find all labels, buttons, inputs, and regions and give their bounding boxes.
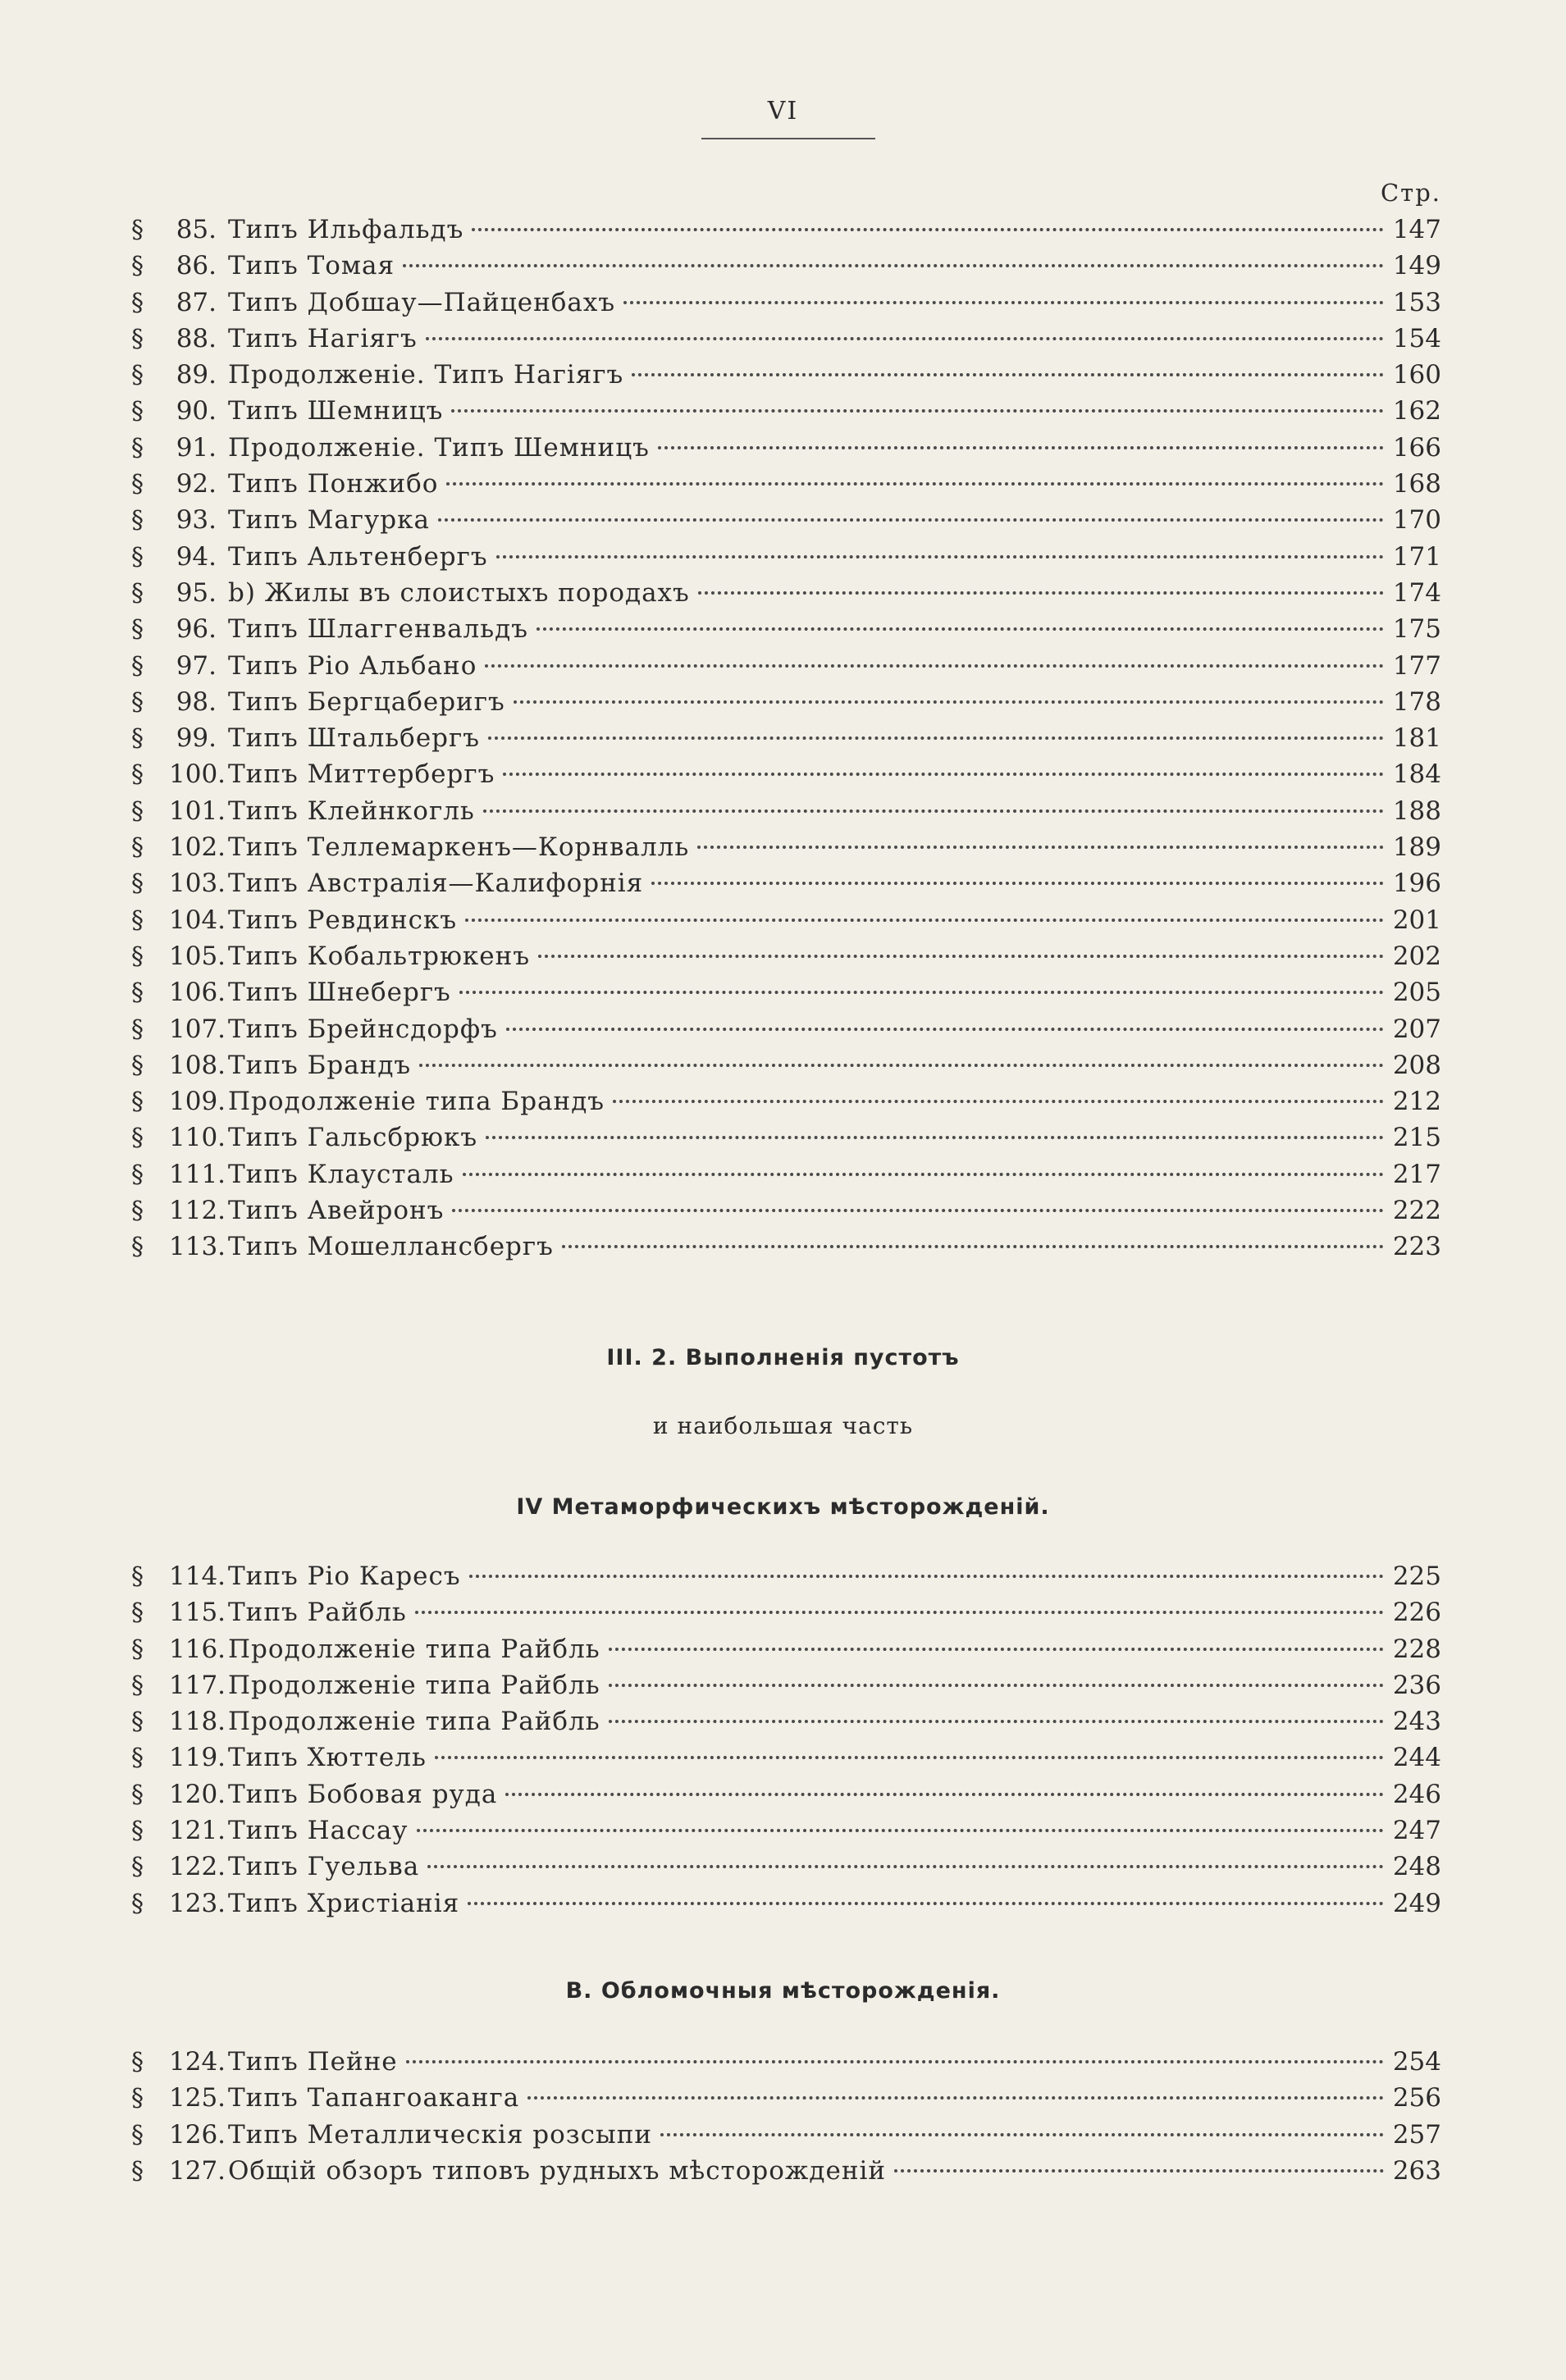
toc-entry-page: 153	[1392, 287, 1441, 317]
section-symbol: §	[131, 905, 144, 935]
toc-entry-title: Типъ Ріо Альбано	[228, 650, 477, 681]
toc-entry-page: 256	[1392, 2083, 1441, 2113]
toc-entry-title: Типъ Клейнкогль	[228, 796, 475, 826]
toc-entry	[131, 865, 1441, 901]
section-symbol: §	[131, 216, 144, 244]
toc-entry-page: 263	[1392, 2155, 1441, 2186]
toc-entry-title: Типъ Миттербергъ	[228, 759, 495, 790]
roman-page-number: VI	[767, 97, 799, 125]
toc-entry-page: 177	[1392, 650, 1441, 681]
toc-entry-number: 105.	[169, 941, 226, 971]
toc-entry-title: Типъ Райбль	[228, 1598, 407, 1628]
section-symbol: §	[131, 1124, 144, 1153]
dot-leader	[469, 1575, 1384, 1578]
dot-leader	[446, 482, 1384, 486]
toc-entry-page: 188	[1392, 796, 1441, 826]
toc-entry-page: 249	[1392, 1888, 1441, 1918]
toc-entry	[131, 575, 1441, 611]
dot-leader	[485, 664, 1384, 668]
dot-leader	[472, 228, 1384, 231]
section-symbol: §	[131, 542, 144, 572]
toc-entry-number: 104.	[169, 905, 226, 935]
section-symbol: §	[131, 2120, 144, 2150]
toc-entry	[131, 1739, 1441, 1776]
toc-entry-title: Типъ Ильфальдъ	[228, 215, 464, 244]
section-symbol: §	[131, 324, 144, 353]
dot-leader	[451, 409, 1384, 413]
section-symbol: §	[131, 1051, 144, 1080]
toc-entry	[131, 1776, 1441, 1812]
toc-entry-title: Продолженіе типа Райбль	[228, 1634, 600, 1664]
toc-entry-number: 117.	[169, 1670, 226, 1700]
toc-entry-title: Типъ Хюттель	[228, 1743, 427, 1773]
toc-entry-title: Типъ Авейронъ	[228, 1196, 445, 1226]
dot-leader	[609, 1720, 1384, 1723]
toc-entry-number: 112.	[169, 1196, 226, 1226]
section-symbol: §	[131, 252, 144, 281]
toc-entry-page: 243	[1392, 1707, 1441, 1737]
toc-entry-number: 86.	[176, 251, 217, 281]
toc-entry-page: 202	[1392, 941, 1441, 971]
toc-entry-title: Типъ Нассау	[228, 1816, 409, 1846]
toc-entry	[131, 938, 1441, 974]
section-symbol: §	[131, 1233, 144, 1262]
toc-entry-number: 121.	[169, 1816, 226, 1846]
toc-entry-page: 244	[1392, 1743, 1441, 1773]
dot-leader	[660, 2133, 1384, 2136]
dot-leader	[609, 1648, 1384, 1651]
toc-entry-number: 91.	[176, 432, 217, 463]
toc-list-a	[131, 212, 1441, 1265]
toc-entry-title: Типъ Ріо Кaресъ	[228, 1562, 461, 1591]
section-symbol: §	[131, 397, 144, 426]
toc-entry-number: 118.	[169, 1707, 226, 1737]
section-symbol: §	[131, 651, 144, 681]
toc-entry-number: 114.	[169, 1562, 226, 1591]
toc-entry	[131, 793, 1441, 829]
toc-entry-title: Общій обзоръ типовъ рудныхъ мѣсторожденій	[228, 2155, 887, 2186]
section-symbol: §	[131, 724, 144, 754]
toc-entry-page: 205	[1392, 978, 1441, 1008]
toc-entry	[131, 393, 1441, 429]
toc-entry-number: 92.	[176, 469, 217, 499]
toc-entry	[131, 1558, 1441, 1594]
toc-entry-number: 126.	[169, 2119, 226, 2150]
toc-entry-page: 181	[1392, 723, 1441, 754]
toc-entry-title: Типъ Христіанія	[228, 1888, 460, 1918]
section-symbol: §	[131, 361, 144, 390]
toc-entry-page: 257	[1392, 2119, 1441, 2150]
toc-entry-title: Типъ Альтенбергъ	[228, 541, 488, 572]
section-symbol: §	[131, 1635, 144, 1664]
toc-entry-number: 97.	[176, 650, 217, 681]
toc-entry-page: 171	[1392, 541, 1441, 572]
section-heading-b: B. Обломочныя мѣсторожденія.	[565, 1978, 1001, 2004]
toc-entry-title: Типъ Томая	[228, 251, 395, 281]
toc-entry-number: 109.	[169, 1087, 226, 1117]
toc-entry	[131, 648, 1441, 684]
toc-entry-number: 93.	[176, 505, 217, 536]
toc-entry-page: 154	[1392, 323, 1441, 353]
toc-entry-number: 102.	[169, 832, 226, 863]
section-symbol: §	[131, 833, 144, 863]
toc-entry-title: Типъ Добшау—Пайценбахъ	[228, 287, 616, 317]
toc-entry-number: 120.	[169, 1779, 226, 1809]
toc-entry-title: Типъ Гуельва	[228, 1852, 420, 1882]
toc-entry	[131, 1594, 1441, 1630]
toc-entry-title: Типъ Нагіягъ	[228, 323, 418, 353]
toc-entry-page: 212	[1392, 1087, 1441, 1117]
toc-entry	[131, 285, 1441, 321]
toc-entry-number: 99.	[176, 723, 217, 754]
section-symbol: §	[131, 1014, 144, 1044]
dot-leader	[632, 373, 1384, 376]
section-symbol: §	[131, 1780, 144, 1809]
dot-leader	[894, 2169, 1384, 2173]
section-heading-iv: IV Метаморфическихъ мѣсторожденій.	[516, 1494, 1050, 1520]
toc-entry	[131, 466, 1441, 502]
toc-entry-page: 254	[1392, 2047, 1441, 2077]
toc-entry-number: 98.	[176, 686, 217, 717]
toc-entry-page: 228	[1392, 1634, 1441, 1664]
toc-entry	[131, 1192, 1441, 1229]
section-symbol: §	[131, 2048, 144, 2077]
toc-entry-page: 189	[1392, 832, 1441, 863]
toc-entry-title: Типъ Пейнe	[228, 2047, 398, 2077]
dot-leader	[538, 955, 1384, 958]
dot-leader	[459, 991, 1384, 994]
toc-entry-title: Типъ Шнебергъ	[228, 978, 451, 1008]
dot-leader	[505, 1793, 1384, 1796]
toc-entry	[131, 2080, 1441, 2116]
dot-leader	[536, 627, 1384, 631]
toc-entry-page: 201	[1392, 905, 1441, 935]
dot-leader	[419, 1064, 1384, 1067]
toc-entry-number: 119.	[169, 1743, 226, 1773]
dot-leader	[435, 1756, 1384, 1759]
section-symbol: §	[131, 1889, 144, 1918]
toc-entry-number: 124.	[169, 2047, 226, 2077]
toc-entry-number: 87.	[176, 287, 217, 317]
toc-entry	[131, 321, 1441, 357]
toc-entry	[131, 611, 1441, 647]
toc-entry	[131, 720, 1441, 756]
dot-leader	[452, 1209, 1384, 1212]
toc-entry-page: 162	[1392, 396, 1441, 426]
dot-leader	[417, 1829, 1384, 1832]
toc-entry	[131, 1119, 1441, 1156]
section-symbol: §	[131, 2156, 144, 2186]
dot-leader	[426, 337, 1384, 340]
toc-entry-page: 222	[1392, 1196, 1441, 1226]
section-symbol: §	[131, 506, 144, 536]
toc-entry-title: Типъ Магурка	[228, 505, 430, 536]
toc-entry-page: 170	[1392, 505, 1441, 536]
dot-leader	[403, 264, 1384, 267]
header-rule	[701, 138, 875, 139]
section-symbol: §	[131, 1853, 144, 1882]
dot-leader	[609, 1684, 1384, 1687]
toc-entry-number: 106.	[169, 978, 226, 1008]
toc-entry-title: Типъ Тапангоаканга	[228, 2083, 520, 2113]
toc-entry-number: 116.	[169, 1634, 226, 1664]
toc-entry-page: 168	[1392, 469, 1441, 499]
toc-entry-page: 247	[1392, 1816, 1441, 1846]
toc-entry	[131, 212, 1441, 248]
toc-entry	[131, 248, 1441, 284]
section-symbol: §	[131, 2084, 144, 2113]
dot-leader	[406, 2060, 1384, 2063]
toc-entry-page: 196	[1392, 869, 1441, 899]
section-symbol: §	[131, 1707, 144, 1737]
toc-entry	[131, 1229, 1441, 1265]
dot-leader	[465, 919, 1384, 922]
toc-entry-number: 123.	[169, 1888, 226, 1918]
toc-entry	[131, 1703, 1441, 1739]
toc-entry-page: 225	[1392, 1562, 1441, 1591]
dot-leader	[562, 1245, 1384, 1248]
toc-entry-title: Типъ Металлическія розсыпи	[228, 2119, 653, 2150]
toc-entry-page: 184	[1392, 759, 1441, 790]
toc-entry-number: 96.	[176, 614, 217, 645]
dot-leader	[488, 736, 1384, 740]
section-symbol: §	[131, 760, 144, 790]
toc-entry	[131, 1011, 1441, 1047]
toc-entry-title: Типъ Шлаггенвальдъ	[228, 614, 528, 645]
toc-entry-number: 127.	[169, 2155, 226, 2186]
toc-entry-title: Типъ Понжибо	[228, 469, 439, 499]
section-symbol: §	[131, 288, 144, 317]
toc-entry-page: 246	[1392, 1779, 1441, 1809]
toc-entry	[131, 430, 1441, 466]
toc-entry-page: 166	[1392, 432, 1441, 463]
toc-entry	[131, 1849, 1441, 1885]
toc-entry-number: 113.	[169, 1232, 226, 1262]
toc-entry-title: Продолженіе. Типъ Шемницъ	[228, 432, 650, 463]
toc-entry-title: Типъ Клаусталь	[228, 1159, 454, 1189]
toc-entry-number: 95.	[176, 577, 217, 608]
toc-entry	[131, 539, 1441, 575]
toc-entry-number: 101.	[169, 796, 226, 826]
toc-entry-page: 178	[1392, 686, 1441, 717]
toc-entry-number: 115.	[169, 1598, 226, 1628]
toc-entry	[131, 1156, 1441, 1192]
dot-leader	[468, 1902, 1384, 1905]
toc-entry-title: Продолженіе типа Райбль	[228, 1670, 600, 1700]
section-symbol: §	[131, 1817, 144, 1846]
dot-leader	[483, 809, 1384, 813]
dot-leader	[697, 846, 1384, 849]
toc-entry-page: 207	[1392, 1014, 1441, 1044]
dot-leader	[623, 301, 1384, 304]
dot-leader	[613, 1100, 1384, 1103]
page-column-label: Стр.	[1380, 179, 1441, 207]
toc-entry-number: 110.	[169, 1123, 226, 1153]
toc-entry	[131, 1812, 1441, 1849]
section-symbol: §	[131, 578, 144, 608]
toc-entry-page: 174	[1392, 577, 1441, 608]
toc-entry-page: 175	[1392, 614, 1441, 645]
section-heading-iii2: III. 2. Выполненія пустотъ	[606, 1345, 960, 1370]
toc-entry-title: Типъ Брандъ	[228, 1050, 412, 1080]
toc-entry	[131, 1083, 1441, 1119]
toc-entry-number: 85.	[176, 215, 217, 244]
dot-leader	[514, 700, 1384, 704]
toc-entry-number: 111.	[169, 1159, 226, 1189]
toc-entry-title: Типъ Кобальтрюкенъ	[228, 941, 531, 971]
section-subline: и наибольшая часть	[652, 1412, 914, 1439]
toc-entry-title: Типъ Теллемаркенъ—Корнвалль	[228, 832, 690, 863]
section-symbol: §	[131, 1744, 144, 1773]
dot-leader	[427, 1865, 1384, 1868]
dot-leader	[527, 2096, 1384, 2100]
section-symbol: §	[131, 615, 144, 645]
toc-entry	[131, 1047, 1441, 1083]
section-symbol: §	[131, 433, 144, 463]
toc-entry-number: 88.	[176, 323, 217, 353]
toc-entry	[131, 2044, 1441, 2080]
toc-entry	[131, 974, 1441, 1010]
toc-entry	[131, 2153, 1441, 2189]
dot-leader	[486, 1136, 1384, 1139]
toc-entry-title: Типъ Брейнсдорфъ	[228, 1014, 498, 1044]
toc-entry-page: 223	[1392, 1232, 1441, 1262]
section-symbol: §	[131, 869, 144, 899]
toc-entry-title: Типъ Мошеллансбергъ	[228, 1232, 554, 1262]
section-symbol: §	[131, 1671, 144, 1700]
toc-entry-page: 160	[1392, 360, 1441, 390]
toc-entry-page: 248	[1392, 1852, 1441, 1882]
dot-leader	[651, 882, 1384, 885]
toc-entry	[131, 684, 1441, 720]
toc-entry-page: 217	[1392, 1159, 1441, 1189]
section-symbol: §	[131, 470, 144, 499]
toc-list-b	[131, 1558, 1441, 1922]
toc-entry	[131, 829, 1441, 865]
dot-leader	[438, 518, 1384, 522]
toc-entry-title: Типъ Ревдинскъ	[228, 905, 458, 935]
toc-entry-page: 226	[1392, 1598, 1441, 1628]
toc-entry-number: 94.	[176, 541, 217, 572]
toc-entry-number: 100.	[169, 759, 226, 790]
section-symbol: §	[131, 942, 144, 971]
toc-entry-title: Продолженіе типа Брандъ	[228, 1087, 605, 1117]
toc-entry	[131, 1667, 1441, 1703]
toc-entry-number: 108.	[169, 1050, 226, 1080]
toc-entry	[131, 2117, 1441, 2153]
toc-entry	[131, 502, 1441, 538]
toc-entry-page: 208	[1392, 1050, 1441, 1080]
toc-list-c	[131, 2044, 1441, 2189]
dot-leader	[503, 773, 1384, 776]
toc-entry	[131, 756, 1441, 792]
section-symbol: §	[131, 1562, 144, 1591]
dot-leader	[415, 1611, 1384, 1614]
dot-leader	[698, 591, 1384, 595]
toc-entry-number: 122.	[169, 1852, 226, 1882]
dot-leader	[506, 1028, 1384, 1031]
section-symbol: §	[131, 978, 144, 1008]
toc-entry-title: Типъ Бергцаберигъ	[228, 686, 505, 717]
toc-entry-title: Типъ Австралія—Калифорнія	[228, 869, 644, 899]
dot-leader	[463, 1173, 1384, 1176]
toc-entry-title: Продолженіе. Типъ Нагіягъ	[228, 360, 624, 390]
toc-entry-number: 89.	[176, 360, 217, 390]
toc-entry-number: 125.	[169, 2083, 226, 2113]
toc-entry-page: 215	[1392, 1123, 1441, 1153]
toc-entry-title: Типъ Шемницъ	[228, 396, 444, 426]
toc-entry	[131, 1631, 1441, 1667]
toc-entry	[131, 902, 1441, 938]
toc-entry-number: 103.	[169, 869, 226, 899]
toc-entry-title: Типъ Штальбергъ	[228, 723, 480, 754]
toc-entry-page: 236	[1392, 1670, 1441, 1700]
toc-entry-page: 147	[1392, 215, 1441, 244]
section-symbol: §	[131, 687, 144, 717]
section-symbol: §	[131, 796, 144, 826]
section-symbol: §	[131, 1087, 144, 1117]
toc-entry-title: b) Жилы въ слоистыхъ породахъ	[228, 577, 690, 608]
toc-entry-page: 149	[1392, 251, 1441, 281]
section-symbol: §	[131, 1160, 144, 1189]
section-symbol: §	[131, 1197, 144, 1226]
toc-entry	[131, 357, 1441, 393]
toc-entry	[131, 1885, 1441, 1922]
toc-entry-number: 90.	[176, 396, 217, 426]
dot-leader	[496, 555, 1384, 559]
toc-entry-number: 107.	[169, 1014, 226, 1044]
toc-entry-title: Типъ Бобовая руда	[228, 1779, 498, 1809]
dot-leader	[658, 446, 1384, 449]
toc-entry-title: Продолженіе типа Райбль	[228, 1707, 600, 1737]
toc-entry-title: Типъ Гальсбрюкъ	[228, 1123, 478, 1153]
section-symbol: §	[131, 1598, 144, 1628]
